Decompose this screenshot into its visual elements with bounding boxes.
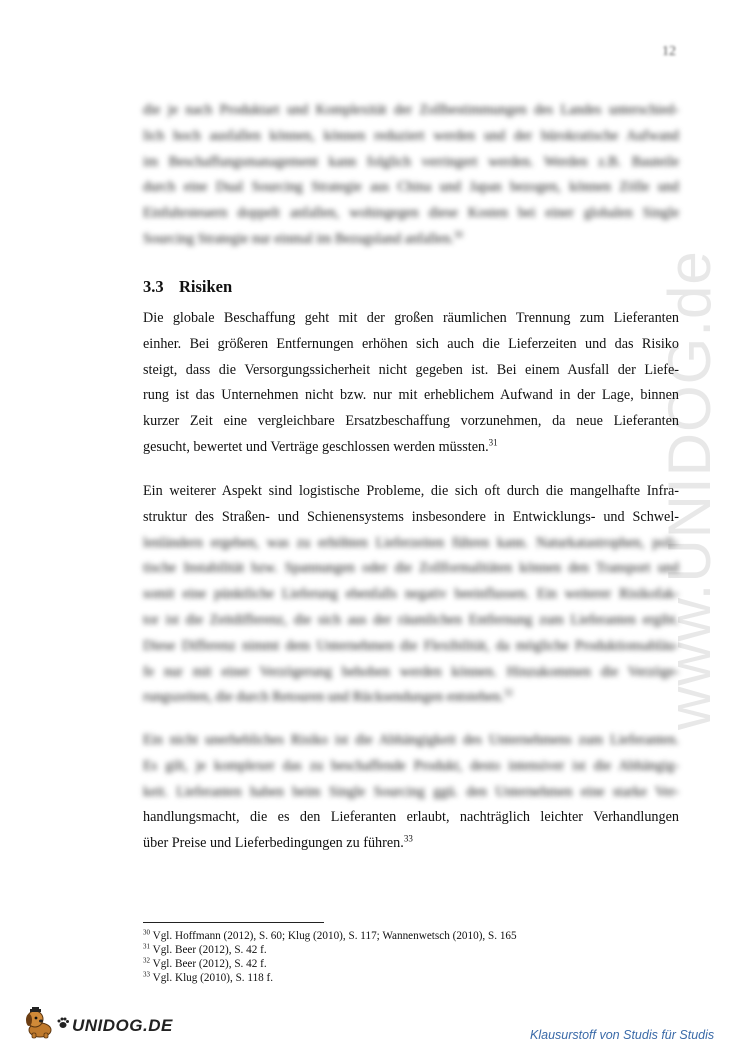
- intro-paragraph: [143, 98, 679, 253]
- text-line: Sourcing Strategie nur einmal im Bezugsland anfallen.$^{30}$: [143, 229, 463, 247]
- paragraph-1: [143, 306, 679, 461]
- logo-text: UNIDOG.DE: [72, 1015, 173, 1035]
- paragraph-2: [143, 479, 679, 711]
- text-line: Ein nicht unerhebliches Risiko ist die Abhängigkeit des Unternehmens zum Lieferanten.: [143, 732, 679, 748]
- dog-icon: [22, 1006, 56, 1045]
- text-line: Einfuhrsteuern doppelt anfallen, wohingegen diese Kosten bei einer globalen Single: [143, 205, 679, 222]
- blurred-text: [143, 531, 679, 712]
- section-heading: [143, 277, 232, 297]
- text-line: tische Instabilität bzw. Spannungen oder die Zollformalitäten können den Transport und: [143, 560, 679, 577]
- footnote: $^{31}$ Vgl. Beer (2012), S. 42 f.: [143, 942, 267, 956]
- text-line: lich hoch ausfallen können, können reduziert werden und der bürokratische Aufwand: [143, 127, 679, 144]
- text-line: Die globale Beschaffung geht mit der großen räumlichen Trennung zum Lieferanten: [143, 310, 679, 326]
- text-line: somit eine pünktliche Lieferung ebenfalls negativ beeinflussen. Ein weiterer Risikofak-: [143, 586, 679, 603]
- section-title: Risiken: [179, 277, 233, 296]
- section-number: 3.3: [143, 277, 164, 296]
- page-number: 12: [662, 44, 676, 59]
- footnote-ref: 31: [488, 437, 498, 448]
- footnote-rule: [143, 922, 324, 923]
- text-line: steigt, dass die Versorgungssicherheit nicht gegeben ist. Bei einem Ausfall der Liefe-: [143, 361, 679, 378]
- text-line: die je nach Produktart und Komplexität der Zollbestimmungen des Landes unterschied-: [143, 102, 679, 118]
- text-line: keit. Lieferanten haben beim Single Sourcing ggü. den Unternehmen eine starke Ver-: [143, 783, 679, 800]
- text-line: durch eine Dual Sourcing Strategie aus China und Japan bezogen, können Zölle und: [143, 179, 679, 196]
- text-line: fe nur mit einer Verzögerung behoben werden können. Hinzukommen die Verzöge-: [143, 663, 679, 680]
- paragraph-3: [143, 728, 679, 857]
- text-line: handlungsmacht, die es den Lieferanten erlaubt, nachträglich leichter Verhandlungen: [143, 809, 679, 826]
- text-line: kurzer Zeit eine vergleichbare Ersatzbeschaffung vorzunehmen, da neue Lieferanten: [143, 413, 679, 430]
- text-line: im Beschaffungsmanagement kann folglich verringert werden. Werden z.B. Bauteile: [143, 153, 679, 170]
- text-line: struktur des Straßen- und Schienensystems insbesondere in Entwicklungs- und Schwel-: [143, 508, 679, 525]
- footnote-ref: 32: [503, 687, 513, 698]
- text-line: rungszeiten, die durch Retouren und Rücksendungen entstehen.$^{32}$: [143, 687, 513, 706]
- footnote: $^{33}$ Vgl. Klug (2010), S. 118 f.: [143, 970, 274, 984]
- text-line: über Preise und Lieferbedingungen zu führen.$^{33}$: [143, 833, 413, 852]
- paw-icon: [56, 1016, 70, 1035]
- footnote: $^{32}$ Vgl. Beer (2012), S. 42 f.: [143, 956, 267, 970]
- text-line: einher. Bei größeren Entfernungen erhöhen sich auch die Lieferzeiten und das Risiko: [143, 335, 679, 352]
- tagline: Klausurstoff von Studis für Studis: [530, 1028, 715, 1042]
- text-line: Es gilt, je komplexer das zu beschaffende Produkt, desto intensiver ist die Abhängig-: [143, 757, 679, 774]
- unidog-logo: [22, 1006, 173, 1045]
- text-line: Ein weiterer Aspekt sind logistische Probleme, die sich oft durch die mangelhafte Infra-: [143, 483, 679, 499]
- watermark: www.UNIDOG.de: [656, 250, 723, 730]
- text-line: gesucht, bewertet und Verträge geschlossen werden müssten.$^{31}$: [143, 437, 498, 455]
- footnote-ref: 30: [453, 229, 463, 240]
- footnote: $^{30}$ Vgl. Hoffmann (2012), S. 60; Klug (2010), S. 117; Wannenwetsch (2010), S. 165: [143, 928, 517, 942]
- text-line: rung ist das Unternehmen nicht bzw. nur mit erheblichem Aufwand in der Lage, binnen: [143, 387, 679, 404]
- footnote-ref: 33: [403, 833, 413, 844]
- text-line: lenländern ergeben, was zu erhöhten Lieferzeiten führen kann. Naturkatastrophen, poli-: [143, 534, 679, 551]
- text-line: tor ist die Zeitdifferenz, die sich aus der räumlichen Entfernung zum Lieferanten ergibt.: [143, 611, 679, 628]
- footnotes: [143, 929, 517, 985]
- text-line: Diese Differenz nimmt dem Unternehmen die Flexibilität, da mögliche Produktionsabläu-: [143, 637, 679, 654]
- blurred-text: [143, 728, 679, 805]
